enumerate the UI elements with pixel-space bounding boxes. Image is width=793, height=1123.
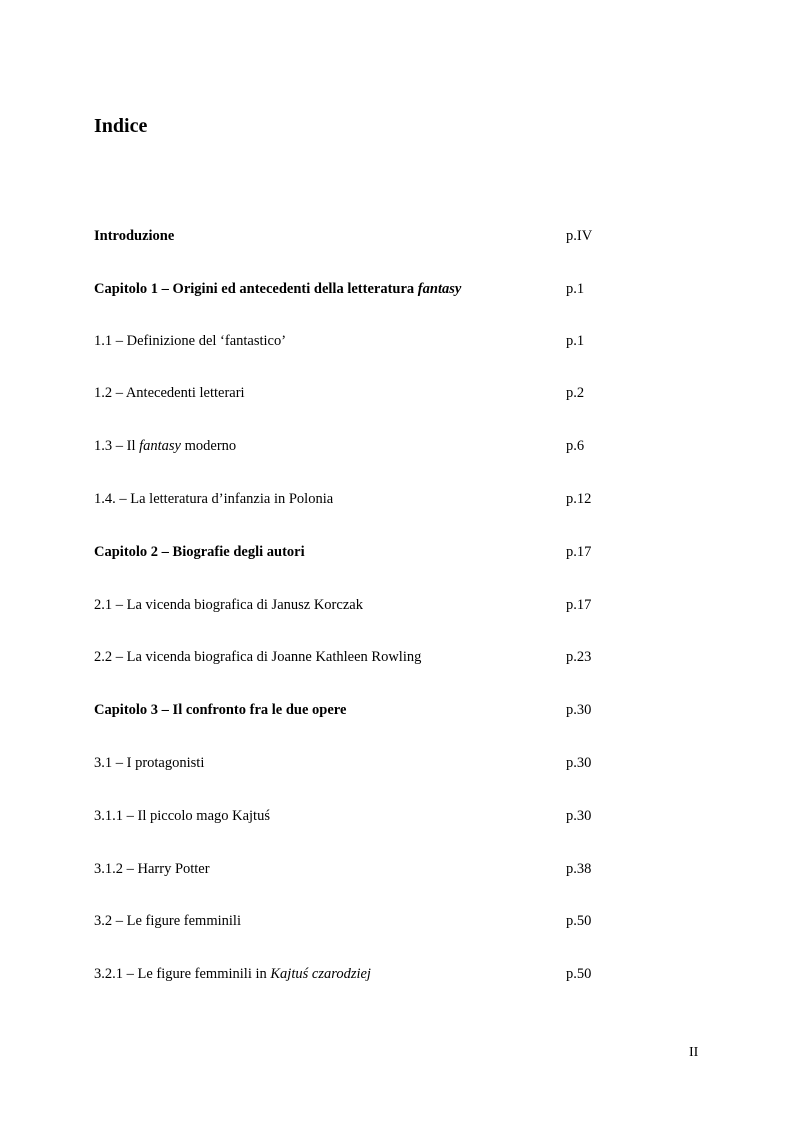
toc-entry-page: p.12: [566, 491, 592, 507]
toc-entry-page: p.38: [566, 861, 592, 877]
toc-entry-label-italic: fantasy: [417, 281, 462, 297]
toc-entry-label: 3.2 – Le figure femminili: [94, 913, 241, 929]
toc-entry-capitolo-3: [94, 700, 614, 720]
toc-entry-3-1: [94, 753, 614, 773]
toc-entry-label: 3.1.2 – Harry Potter: [94, 861, 210, 877]
toc-entry-3-2-1: [94, 964, 614, 984]
toc-entry-page: p.50: [566, 966, 592, 982]
toc-entry-page: p.2: [566, 385, 585, 401]
toc-entry-label-text: moderno: [181, 438, 237, 454]
toc-entry-page: p.1: [566, 281, 585, 297]
toc-entry-1-1: [94, 331, 614, 351]
toc-entry-label-text: 1.3 – Il: [94, 438, 140, 454]
toc-entry-label-text: 3.2.1 – Le figure femminili in: [94, 966, 271, 982]
toc-entry-page: p.30: [566, 755, 592, 771]
toc-entry-page: p.IV: [566, 228, 593, 244]
toc-entry-capitolo-2: [94, 542, 614, 562]
toc-entry-introduzione: [94, 226, 614, 246]
toc-entry-label: Capitolo 2 – Biografie degli autori: [94, 544, 305, 560]
toc-entry-label: 3.1.1 – Il piccolo mago Kajtuś: [94, 808, 270, 824]
toc-entry-1-2: [94, 383, 614, 403]
toc-entry-2-1: [94, 595, 614, 615]
toc-entry-page: p.17: [566, 597, 592, 613]
page-number: II: [689, 1045, 699, 1060]
page-title: Indice: [94, 115, 148, 137]
toc-entry-3-1-2: [94, 859, 614, 879]
toc-entry-page: p.17: [566, 544, 592, 560]
toc-entry-label-italic: Kajtuś czarodziej: [270, 966, 371, 982]
toc-entry-label: 1.1 – Definizione del ‘fantastico’: [94, 333, 287, 349]
toc-entry-page: p.30: [566, 808, 592, 824]
toc-entry-1-4: [94, 489, 614, 509]
toc-entry-3-2: [94, 911, 614, 931]
toc-entry-capitolo-1: [94, 279, 614, 299]
toc-entry-label: Capitolo 3 – Il confronto fra le due opere: [94, 702, 347, 718]
toc-entry-label: 3.1 – I protagonisti: [94, 755, 205, 771]
toc-entry-page: p.23: [566, 649, 592, 665]
toc-entry-label: 1.2 – Antecedenti letterari: [94, 385, 245, 401]
toc-entry-page: p.50: [566, 913, 592, 929]
toc-entry-label: 2.2 – La vicenda biografica di Joanne Kathleen Rowling: [94, 649, 422, 665]
toc-entry-label: [94, 436, 236, 456]
toc-entry-label: 2.1 – La vicenda biografica di Janusz Korczak: [94, 597, 363, 613]
toc-entry-3-1-1: [94, 806, 614, 826]
toc-entry-page: p.30: [566, 702, 592, 718]
toc-entry-1-3: [94, 436, 614, 456]
toc-entry-label: Introduzione: [94, 228, 175, 244]
toc-entry-page: p.1: [566, 333, 585, 349]
toc-entry-label: [94, 279, 461, 299]
toc-entry-label: [94, 964, 371, 984]
toc-entry-label: 1.4. – La letteratura d’infanzia in Polonia: [94, 491, 334, 507]
toc-entry-label-text: Capitolo 1 – Origini ed antecedenti della letteratura: [94, 281, 418, 297]
toc-entry-page: p.6: [566, 438, 585, 454]
toc-entry-label-italic: fantasy: [139, 438, 181, 454]
toc-entry-2-2: [94, 647, 614, 667]
